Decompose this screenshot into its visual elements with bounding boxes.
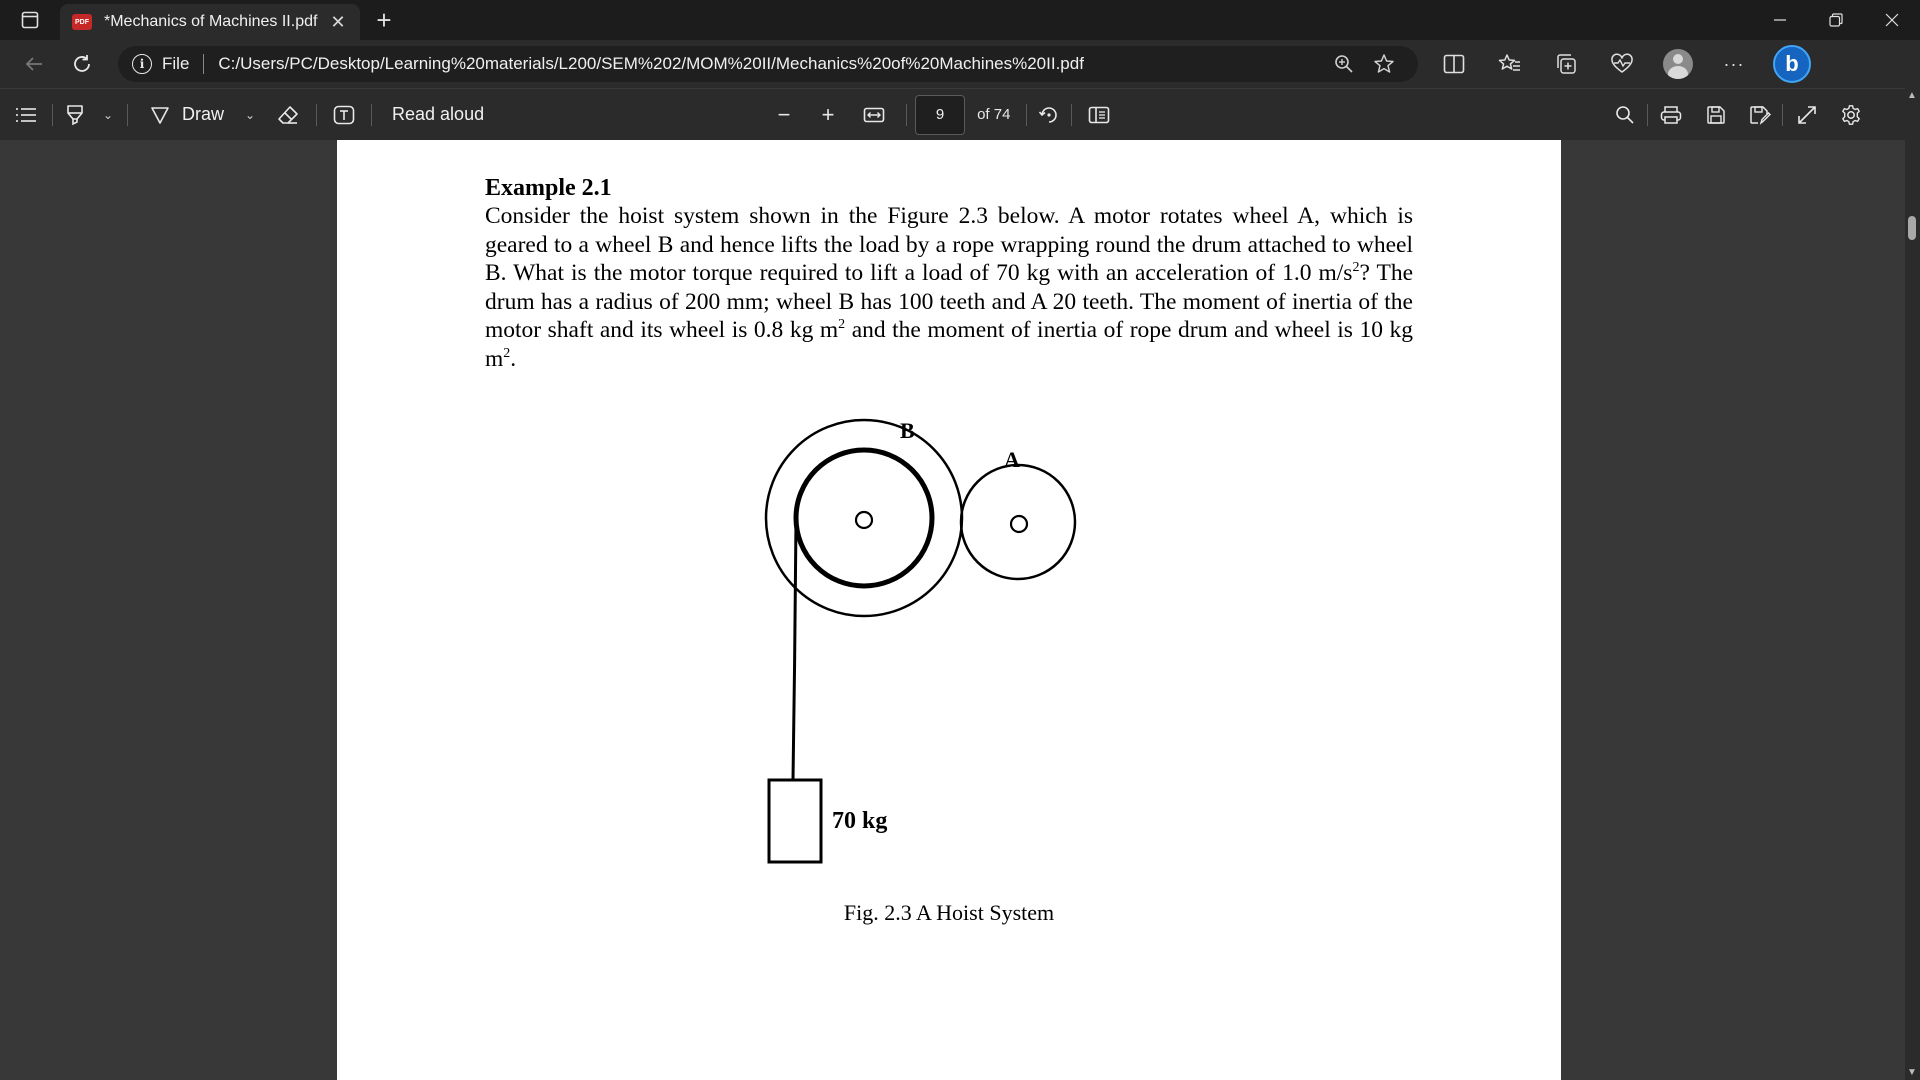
split-screen-button[interactable] xyxy=(1426,44,1482,84)
save-button[interactable] xyxy=(1694,95,1738,135)
restore-icon xyxy=(1829,13,1843,27)
text-box-icon xyxy=(333,105,355,125)
eraser-icon xyxy=(277,105,299,125)
search-icon xyxy=(1615,105,1635,125)
pdf-file-icon: PDF xyxy=(72,14,92,30)
tab-title: *Mechanics of Machines II.pdf xyxy=(104,13,318,30)
zoom-out-button[interactable] xyxy=(762,95,806,135)
save-as-icon xyxy=(1749,105,1771,125)
list-icon xyxy=(15,106,37,124)
bing-icon: b xyxy=(1773,45,1811,83)
tab-bar xyxy=(0,0,1920,40)
avatar-icon xyxy=(1663,49,1693,79)
erase-button[interactable] xyxy=(266,95,310,135)
printer-icon xyxy=(1660,105,1682,125)
rotate-icon xyxy=(1038,104,1060,126)
window-controls xyxy=(1752,0,1920,40)
tab-actions-icon xyxy=(21,11,39,29)
zoom-icon xyxy=(1334,54,1354,74)
rotate-button[interactable] xyxy=(1027,95,1071,135)
highlighter-icon xyxy=(65,104,85,126)
browser-tools xyxy=(1426,44,1822,84)
fit-width-icon xyxy=(863,106,885,124)
minimize-icon xyxy=(1773,13,1787,27)
center-b xyxy=(856,512,872,528)
text-segment: Consider the hoist system shown in the Figure 2.3 below. A motor rotates wheel A, which is geared to a wheel B and hence lifts the load by a rope wrapping round the drum attached to wheel B. What is the motor torque required to lift a load of 70 kg with an acceleration of 1.0 m/s xyxy=(485,203,1413,287)
info-icon[interactable]: i xyxy=(132,54,152,74)
tab-close-button[interactable] xyxy=(326,10,350,34)
favorite-button[interactable] xyxy=(1364,46,1404,82)
more-options-button[interactable] xyxy=(1706,44,1762,84)
close-icon xyxy=(1885,13,1899,27)
page-number-input[interactable] xyxy=(915,95,965,135)
tab-actions-button[interactable] xyxy=(0,0,60,40)
refresh-icon xyxy=(71,53,93,75)
zoom-in-button[interactable] xyxy=(806,95,850,135)
rope xyxy=(793,520,796,780)
hoist-system-figure xyxy=(754,408,1114,878)
zoom-button[interactable] xyxy=(1324,46,1364,82)
active-tab[interactable] xyxy=(60,4,360,40)
page-count: of 74 xyxy=(977,106,1011,123)
collections-button[interactable] xyxy=(1538,44,1594,84)
superscript: 2 xyxy=(1352,260,1360,276)
scrollbar-thumb[interactable] xyxy=(1908,216,1916,240)
example-text xyxy=(485,202,1413,374)
chevron-down-icon: ⌄ xyxy=(244,107,256,122)
url-text[interactable]: C:/Users/PC/Desktop/Learning%20materials/L200/SEM%202/MOM%20II/Mechanics%20of%20Machines%20II.pdf xyxy=(218,54,1084,73)
minimize-button[interactable] xyxy=(1752,0,1808,40)
new-tab-button[interactable] xyxy=(364,0,404,40)
label-a: A xyxy=(1004,447,1020,472)
address-bar-row xyxy=(0,40,1920,88)
plus-icon: + xyxy=(376,4,392,35)
back-button[interactable] xyxy=(12,44,56,84)
draw-button[interactable] xyxy=(128,95,234,135)
pdf-viewer[interactable] xyxy=(0,140,1905,1080)
heart-pulse-icon xyxy=(1610,53,1634,75)
toolbar-divider xyxy=(906,104,907,126)
read-aloud-button[interactable] xyxy=(372,95,500,135)
pdf-page xyxy=(337,140,1561,1080)
center-a xyxy=(1011,516,1027,532)
chevron-down-icon: ⌄ xyxy=(102,107,114,122)
superscript: 2 xyxy=(503,346,511,362)
arrow-left-icon xyxy=(23,53,45,75)
address-bar[interactable] xyxy=(118,46,1418,82)
vertical-scrollbar[interactable] xyxy=(1905,88,1920,1080)
text-segment: ? The drum has a radius of 200 mm; wheel B has 100 teeth and A 20 teeth. The moment of inertia of the motor shaft and its wheel is 0.8 kg m xyxy=(485,260,1413,344)
rope-drum xyxy=(796,450,932,586)
plus-icon: + xyxy=(821,101,835,127)
browser-essentials-button[interactable] xyxy=(1594,44,1650,84)
wheel-a xyxy=(961,465,1075,579)
figure-caption: Fig. 2.3 A Hoist System xyxy=(843,900,1055,925)
favorites-button[interactable] xyxy=(1482,44,1538,84)
text-segment: and the moment of inertia of rope drum and wheel is 10 kg m xyxy=(485,317,1413,372)
restore-button[interactable] xyxy=(1808,0,1864,40)
scroll-up-icon[interactable]: ▲ xyxy=(1907,90,1917,101)
save-as-button[interactable] xyxy=(1738,95,1782,135)
load-mass xyxy=(769,780,821,862)
pen-icon xyxy=(150,105,170,125)
split-screen-icon xyxy=(1443,54,1465,74)
ellipsis-icon: ··· xyxy=(1723,53,1745,74)
full-screen-button[interactable] xyxy=(1783,95,1831,135)
refresh-button[interactable] xyxy=(60,44,104,84)
table-of-contents-button[interactable] xyxy=(0,95,52,135)
superscript: 2 xyxy=(838,317,846,333)
expand-icon xyxy=(1797,105,1817,125)
pdf-settings-button[interactable] xyxy=(1831,95,1871,135)
draw-dropdown[interactable] xyxy=(234,95,266,135)
profile-button[interactable] xyxy=(1650,44,1706,84)
draw-label: Draw xyxy=(182,104,225,124)
page-view-button[interactable] xyxy=(1072,95,1126,135)
save-icon xyxy=(1706,105,1726,125)
close-window-button[interactable] xyxy=(1864,0,1920,40)
text-segment: . xyxy=(510,345,517,372)
star-icon xyxy=(1373,53,1395,75)
example-block xyxy=(485,174,1413,374)
gear-icon xyxy=(1840,104,1862,126)
collections-icon xyxy=(1555,53,1577,75)
scheme-label: File xyxy=(162,54,190,73)
copilot-button[interactable] xyxy=(1762,44,1822,84)
read-aloud-label: Read aloud xyxy=(392,104,485,124)
page-view-icon xyxy=(1088,106,1110,124)
find-button[interactable] xyxy=(1603,95,1647,135)
load-label: 70 kg xyxy=(832,808,888,834)
example-title: Example 2.1 xyxy=(485,175,612,201)
print-button[interactable] xyxy=(1648,95,1694,135)
highlight-button[interactable] xyxy=(53,95,97,135)
fit-to-width-button[interactable] xyxy=(850,95,898,135)
add-text-button[interactable] xyxy=(317,95,371,135)
highlight-dropdown[interactable] xyxy=(97,95,119,135)
close-icon: ✕ xyxy=(330,11,346,32)
label-b: B xyxy=(900,418,915,443)
minus-icon: − xyxy=(777,101,791,127)
scroll-down-icon[interactable]: ▼ xyxy=(1907,1067,1917,1078)
address-divider xyxy=(203,54,204,74)
favorites-icon xyxy=(1498,53,1522,75)
pdf-toolbar xyxy=(0,88,1905,140)
